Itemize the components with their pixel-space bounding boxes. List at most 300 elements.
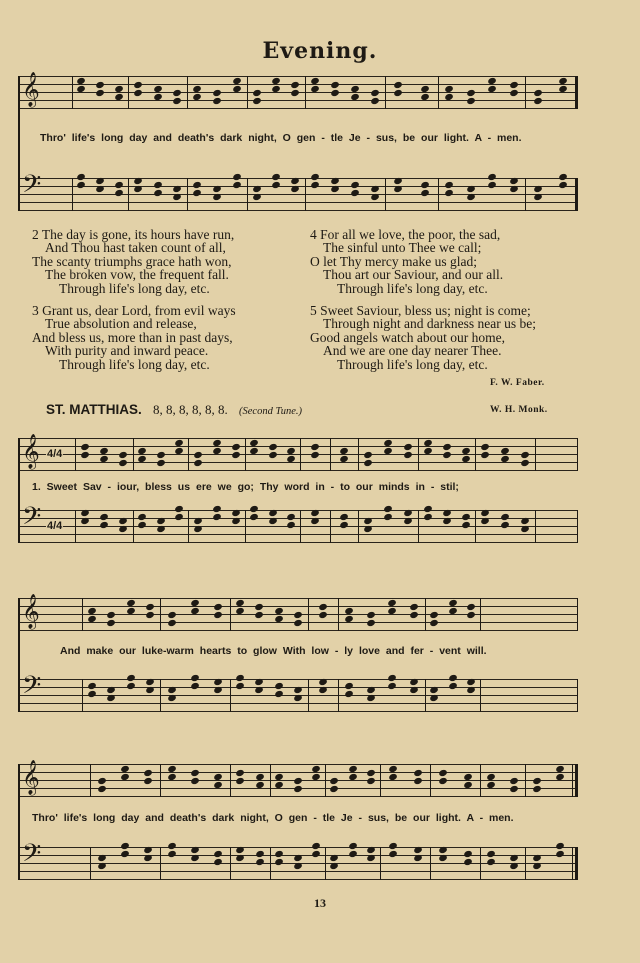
barline <box>160 764 161 797</box>
composer-credit: W. H. Monk. <box>490 405 548 415</box>
verse-line: And bless us, more than in past days, <box>32 329 233 345</box>
notehead <box>438 777 448 785</box>
notehead <box>190 854 200 862</box>
bass-staff <box>20 839 578 879</box>
notehead <box>466 678 476 686</box>
final-barline <box>577 510 578 543</box>
barline <box>247 178 248 211</box>
notehead <box>293 785 303 793</box>
notehead <box>350 189 360 197</box>
barline <box>230 679 231 712</box>
notehead <box>366 854 376 862</box>
barline <box>480 847 481 880</box>
notehead <box>366 619 376 627</box>
notehead <box>167 842 177 850</box>
barline <box>133 438 134 471</box>
notehead <box>403 451 413 459</box>
barline <box>230 847 231 880</box>
notehead <box>330 81 340 89</box>
notehead <box>274 682 284 690</box>
notehead <box>383 505 393 513</box>
staff-line <box>20 796 578 797</box>
notehead <box>423 505 433 513</box>
barline <box>572 847 573 880</box>
notehead <box>532 854 542 862</box>
notehead <box>463 858 473 866</box>
notehead <box>137 521 147 529</box>
treble-staff <box>20 434 578 470</box>
barline <box>188 438 189 471</box>
system-bracket <box>18 438 20 543</box>
verse-line: The sinful unto Thee we call; <box>323 240 482 256</box>
notehead <box>532 785 542 793</box>
notehead <box>466 603 476 611</box>
barline <box>230 598 231 631</box>
notehead <box>420 181 430 189</box>
notehead <box>532 862 542 870</box>
notehead <box>167 619 177 627</box>
final-barline <box>575 76 578 109</box>
verse-line: O let Thy mercy make us glad; <box>310 253 477 269</box>
notehead <box>97 785 107 793</box>
notehead <box>480 443 490 451</box>
notehead <box>363 525 373 533</box>
notehead <box>212 513 222 521</box>
notehead <box>486 858 496 866</box>
barline <box>133 510 134 543</box>
notehead <box>235 846 245 854</box>
notehead <box>444 189 454 197</box>
author-credit: F. W. Faber. <box>490 378 545 388</box>
system-bracket <box>18 764 20 880</box>
barline <box>418 510 419 543</box>
barline <box>82 598 83 631</box>
barline <box>380 847 381 880</box>
notehead <box>190 674 200 682</box>
notehead <box>156 451 166 459</box>
notehead <box>403 509 413 517</box>
staff-line <box>20 534 578 535</box>
barline <box>535 438 536 471</box>
barline <box>72 178 73 211</box>
notehead <box>318 603 328 611</box>
notehead <box>274 858 284 866</box>
notehead <box>344 690 354 698</box>
notehead <box>254 603 264 611</box>
notehead <box>500 513 510 521</box>
notehead <box>423 513 433 521</box>
barline <box>525 76 526 109</box>
notehead <box>271 181 281 189</box>
page-number: 13 <box>314 896 326 910</box>
barline <box>525 764 526 797</box>
notehead <box>133 81 143 89</box>
notehead <box>106 619 116 627</box>
staff-line <box>20 598 578 599</box>
verse-line: 5 Sweet Saviour, bless us; night is come; <box>310 303 531 318</box>
notehead <box>156 459 166 467</box>
notehead <box>192 181 202 189</box>
notehead <box>480 517 490 525</box>
notehead <box>274 850 284 858</box>
notehead <box>126 682 136 690</box>
notehead <box>366 777 376 785</box>
barline <box>160 598 161 631</box>
notehead <box>120 850 130 858</box>
bass-clef-icon: 𝄢 <box>22 502 42 537</box>
notehead <box>232 181 242 189</box>
bass-staff <box>20 170 578 210</box>
barline <box>187 76 188 109</box>
final-barline <box>575 764 578 797</box>
verse-line: And we are one day nearer Thee. <box>323 343 502 359</box>
notehead <box>348 850 358 858</box>
notehead <box>193 451 203 459</box>
notehead <box>145 603 155 611</box>
barline <box>430 764 431 797</box>
notehead <box>448 674 458 682</box>
verse-line: Through life's long day, etc. <box>59 280 210 296</box>
staff-line <box>20 210 578 211</box>
notehead <box>339 513 349 521</box>
notehead <box>366 769 376 777</box>
system-bracket <box>18 76 20 211</box>
notehead <box>310 517 320 525</box>
notehead <box>97 854 107 862</box>
notehead <box>310 451 320 459</box>
verse-3 <box>32 304 236 371</box>
notehead <box>311 842 321 850</box>
barline <box>90 764 91 797</box>
notehead <box>99 513 109 521</box>
notehead <box>95 185 105 193</box>
notehead <box>318 678 328 686</box>
notehead <box>214 850 224 858</box>
notehead <box>533 89 543 97</box>
notehead <box>366 846 376 854</box>
lyrics-line: Thro' life's long day and death's dark night, O gen - tle Je - sus, be our light. A - men. <box>40 132 522 144</box>
barline <box>75 438 76 471</box>
notehead <box>461 513 471 521</box>
lyrics-line: And make our luke-warm hearts to glow With low - ly love and fer - vent will. <box>60 645 487 657</box>
notehead <box>318 686 328 694</box>
barline <box>475 438 476 471</box>
notehead <box>291 81 301 89</box>
notehead <box>133 185 143 193</box>
notehead <box>214 611 224 619</box>
final-barline <box>577 679 578 712</box>
notehead <box>212 193 222 201</box>
final-barline <box>577 438 578 471</box>
notehead <box>466 611 476 619</box>
barline <box>338 679 339 712</box>
notehead <box>366 686 376 694</box>
notehead <box>420 189 430 197</box>
hymn-title: Evening. <box>262 38 378 64</box>
staff-line <box>20 711 578 712</box>
notehead <box>509 854 519 862</box>
notehead <box>370 193 380 201</box>
bass-clef-icon: 𝄢 <box>22 839 42 874</box>
barline <box>308 598 309 631</box>
notehead <box>466 193 476 201</box>
notehead <box>318 611 328 619</box>
notehead <box>235 682 245 690</box>
barline <box>358 510 359 543</box>
barline <box>188 510 189 543</box>
notehead <box>466 89 476 97</box>
staff-line <box>20 76 578 77</box>
notehead <box>106 611 116 619</box>
verse-line: 3 Grant us, dear Lord, from evil ways <box>32 303 236 318</box>
treble-staff <box>20 594 578 630</box>
notehead <box>409 603 419 611</box>
notehead <box>172 97 182 105</box>
verse-line: And Thou hast taken count of all, <box>45 240 226 256</box>
notehead <box>252 193 262 201</box>
notehead <box>388 842 398 850</box>
staff-line <box>20 194 578 195</box>
notehead <box>403 517 413 525</box>
barline <box>128 76 129 109</box>
notehead <box>532 777 542 785</box>
notehead <box>167 686 177 694</box>
notehead <box>466 185 476 193</box>
bass-staff <box>20 502 578 542</box>
notehead <box>429 619 439 627</box>
barline <box>480 598 481 631</box>
barline <box>418 438 419 471</box>
barline <box>438 76 439 109</box>
notehead <box>370 97 380 105</box>
staff-line <box>20 108 578 109</box>
notehead <box>329 785 339 793</box>
system-bracket <box>18 598 20 712</box>
notehead <box>429 611 439 619</box>
notehead <box>311 850 321 858</box>
notehead <box>95 177 105 185</box>
notehead <box>388 682 398 690</box>
notehead <box>520 525 530 533</box>
barline <box>90 847 91 880</box>
notehead <box>133 177 143 185</box>
notehead <box>144 769 154 777</box>
barline <box>305 178 306 211</box>
verse-line: True absolution and release, <box>45 316 197 332</box>
notehead <box>114 189 124 197</box>
staff-line <box>20 510 578 511</box>
meter: 8, 8, 8, 8, 8, 8. <box>153 402 228 417</box>
notehead <box>97 862 107 870</box>
notehead <box>520 459 530 467</box>
final-barline <box>575 847 578 880</box>
notehead <box>393 89 403 97</box>
barline <box>325 764 326 797</box>
barline <box>525 847 526 880</box>
notehead <box>555 850 565 858</box>
treble-clef-icon: 𝄞 <box>22 72 40 107</box>
notehead <box>271 173 281 181</box>
staff-line <box>20 202 578 203</box>
barline <box>72 76 73 109</box>
notehead <box>442 443 452 451</box>
notehead <box>174 513 184 521</box>
notehead <box>509 177 519 185</box>
tune-header <box>46 402 302 418</box>
treble-clef-icon: 𝄞 <box>22 760 40 795</box>
notehead <box>461 521 471 529</box>
verse-2 <box>32 228 234 295</box>
barline <box>187 178 188 211</box>
notehead <box>348 842 358 850</box>
notehead <box>167 850 177 858</box>
notehead <box>235 674 245 682</box>
notehead <box>403 443 413 451</box>
notehead <box>533 97 543 105</box>
verse-line: Through life's long day, etc. <box>337 280 488 296</box>
barline <box>247 76 248 109</box>
staff-line <box>20 100 578 101</box>
notehead <box>344 682 354 690</box>
notehead <box>114 181 124 189</box>
time-signature: 4/4 <box>47 448 63 460</box>
notehead <box>214 603 224 611</box>
notehead <box>409 678 419 686</box>
notehead <box>126 674 136 682</box>
barline <box>475 510 476 543</box>
notehead <box>235 854 245 862</box>
notehead <box>190 682 200 690</box>
verse-4 <box>310 228 503 295</box>
final-barline <box>575 178 578 211</box>
notehead <box>212 89 222 97</box>
notehead <box>153 181 163 189</box>
notehead <box>190 769 200 777</box>
notehead <box>555 842 565 850</box>
notehead <box>144 777 154 785</box>
notehead <box>388 674 398 682</box>
barline <box>338 598 339 631</box>
barline <box>325 847 326 880</box>
verse-line: Good angels watch about our home, <box>310 329 505 345</box>
notehead <box>486 850 496 858</box>
notehead <box>235 777 245 785</box>
notehead <box>77 173 87 181</box>
notehead <box>231 451 241 459</box>
notehead <box>329 854 339 862</box>
notehead <box>190 846 200 854</box>
notehead <box>232 173 242 181</box>
verse-line: Through night and darkness near us be; <box>323 316 536 332</box>
notehead <box>329 862 339 870</box>
notehead <box>509 89 519 97</box>
verse-line: 2 The day is gone, its hours have run, <box>32 227 235 242</box>
notehead <box>480 509 490 517</box>
barline <box>380 764 381 797</box>
notehead <box>172 185 182 193</box>
barline <box>160 847 161 880</box>
barline <box>480 679 481 712</box>
barline <box>305 76 306 109</box>
notehead <box>192 189 202 197</box>
barline <box>535 510 536 543</box>
notehead <box>293 611 303 619</box>
notehead <box>558 173 568 181</box>
notehead <box>119 451 129 459</box>
notehead <box>172 89 182 97</box>
notehead <box>339 521 349 529</box>
notehead <box>363 517 373 525</box>
treble-clef-icon: 𝄞 <box>22 594 40 629</box>
notehead <box>167 694 177 702</box>
notehead <box>463 850 473 858</box>
notehead <box>310 173 320 181</box>
notehead <box>249 505 259 513</box>
notehead <box>286 521 296 529</box>
notehead <box>133 89 143 97</box>
notehead <box>330 89 340 97</box>
notehead <box>145 611 155 619</box>
notehead <box>255 850 265 858</box>
bass-clef-icon: 𝄢 <box>22 671 42 706</box>
notehead <box>388 850 398 858</box>
notehead <box>363 451 373 459</box>
staff-line <box>20 606 578 607</box>
notehead <box>212 505 222 513</box>
bass-staff <box>20 671 578 711</box>
tune-name: ST. MATTHIAS. <box>46 402 142 417</box>
notehead <box>87 690 97 698</box>
barline <box>128 178 129 211</box>
barline <box>82 679 83 712</box>
notehead <box>172 193 182 201</box>
final-barline <box>577 598 578 631</box>
notehead <box>293 619 303 627</box>
notehead <box>231 443 241 451</box>
barline <box>430 847 431 880</box>
notehead <box>87 682 97 690</box>
notehead <box>413 777 423 785</box>
notehead <box>252 185 262 193</box>
notehead <box>268 451 278 459</box>
notehead <box>429 694 439 702</box>
notehead <box>80 509 90 517</box>
staff-line <box>20 847 578 848</box>
staff-line <box>20 871 578 872</box>
staff-line <box>20 879 578 880</box>
notehead <box>190 777 200 785</box>
barline <box>425 679 426 712</box>
staff-line <box>20 772 578 773</box>
notehead <box>520 517 530 525</box>
notehead <box>137 513 147 521</box>
barline <box>160 679 161 712</box>
notehead <box>429 686 439 694</box>
notehead <box>509 785 519 793</box>
notehead <box>448 682 458 690</box>
notehead <box>370 185 380 193</box>
verse-line: 4 For all we love, the poor, the sad, <box>310 227 501 242</box>
notehead <box>330 185 340 193</box>
notehead <box>383 513 393 521</box>
barline <box>75 510 76 543</box>
notehead <box>509 81 519 89</box>
staff-line <box>20 679 578 680</box>
notehead <box>488 173 498 181</box>
lyrics-line: 1. Sweet Sav - iour, bless us ere we go; Thy word in - to our minds in - stil; <box>32 481 459 493</box>
notehead <box>444 181 454 189</box>
notehead <box>520 451 530 459</box>
